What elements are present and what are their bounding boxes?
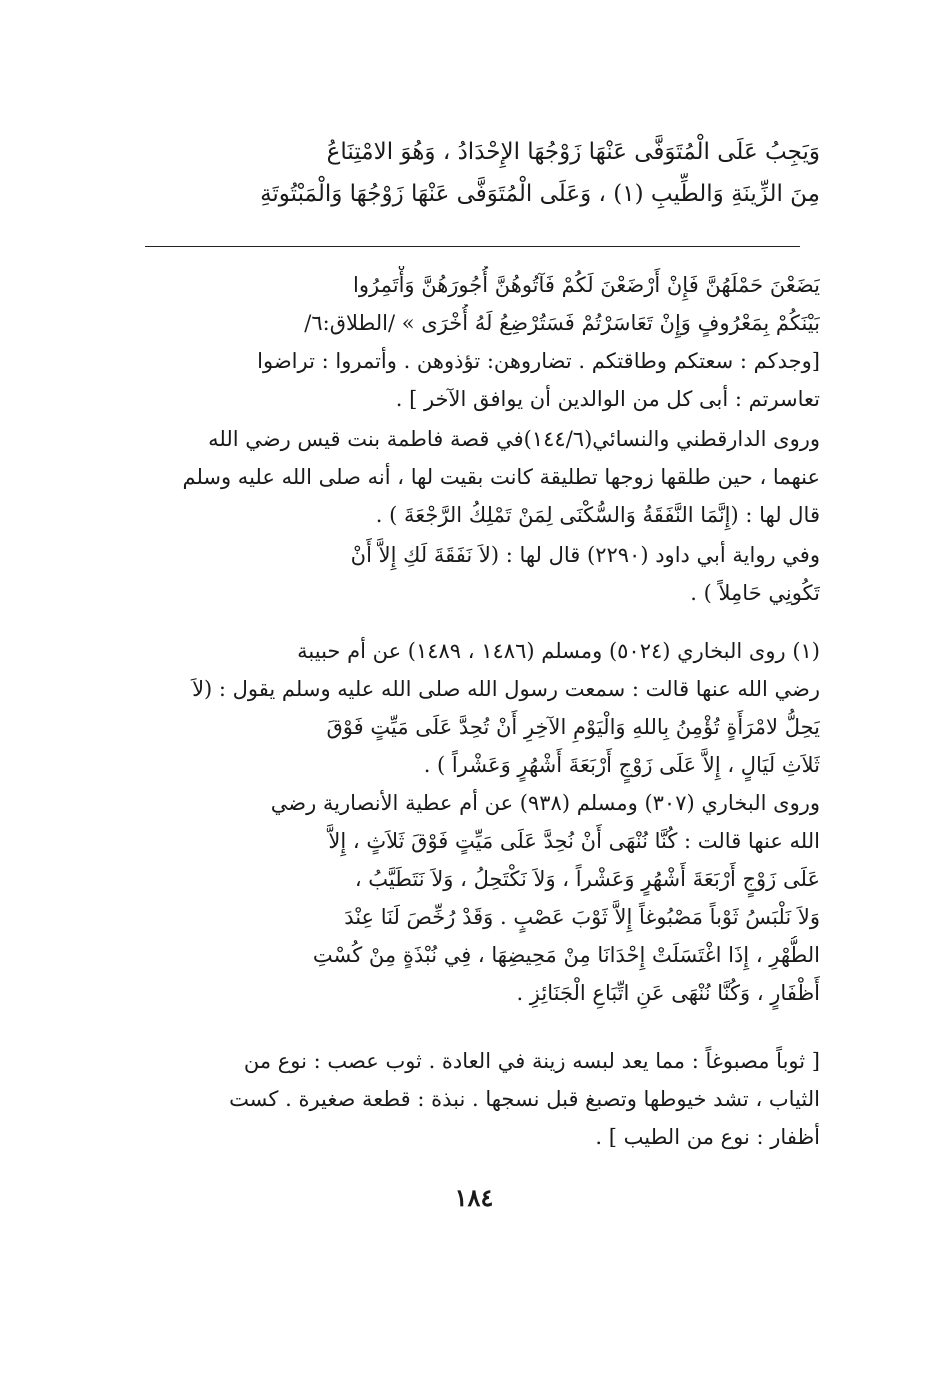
footnote-line: رضي الله عنها قالت : سمعت رسول الله صلى الله عليه وسلم يقول : (لاَ (192, 677, 820, 701)
footnote-glossary (130, 1042, 820, 1156)
footnote-1 (130, 632, 820, 784)
footnote-line: عنهما ، حين طلقها زوجها تطليقة كانت بقيت لها ، أنه صلى الله عليه وسلم (182, 465, 820, 489)
footnote-line: وَلاَ نَلْبَسُ ثَوْباً مَصْبُوغاً إِلاَّ ثَوْبَ عَصْبٍ . وَقَدْ رُخِّصَ لَنَا عِنْدَ (344, 905, 820, 929)
footnote-line: تعاسرتم : أبى كل من الوالدين أن يوافق الآخر ] . (395, 387, 820, 411)
footnote-line: وروى الدارقطني والنسائي(١٤٤/٦)في قصة فاطمة بنت قيس رضي الله (208, 427, 820, 451)
footnote-line: الثياب ، تشد خيوطها وتصبغ قبل نسجها . نبذة : قطعة صغيرة . كست (229, 1087, 820, 1111)
page-number: ١٨٤ (454, 1183, 494, 1212)
footnote-line: عَلَى زَوْجٍ أَرْبَعَةَ أَشْهُرٍ وَعَشْراً ، وَلاَ نَكْتَحِلُ ، وَلاَ نَتَطَيَّبُ ، (354, 867, 820, 891)
footnote-quran-verse (130, 266, 820, 418)
main-text-line: مِنَ الزِّينَةِ وَالطِّيبِ (١) ، وَعَلَى الْمُتَوَفَّى عَنْهَا زَوْجُهَا وَالْمَبْتُوتَةِ (260, 181, 820, 207)
footnote-line: [وجدكم : سعتكم وطاقتكم . تضاروهن: تؤذوهن . وأتمروا : تراضوا (257, 349, 820, 373)
footnote-line: وفي رواية أبي داود (٢٢٩٠) قال لها : (لاَ نَفَقَةَ لَكِ إِلاَّ أَنْ (350, 543, 820, 567)
footnote-line: تَكُونِي حَامِلاً ) . (690, 581, 820, 605)
footnote-line: الطُّهْرِ ، إِذَا اغْتَسَلَتْ إِحْدَانَا مِنْ مَحِيضِهَا ، فِي نُبْذَةٍ مِنْ كُسْتِ (312, 943, 820, 967)
footnote-line: [ ثوباً مصبوغاً : مما يعد لبسه زينة في العادة . ثوب عصب : نوع من (243, 1049, 820, 1073)
footnote-daraqutni (130, 420, 820, 534)
footnote-line: أظفار : نوع من الطيب ] . (595, 1125, 820, 1149)
footnote-line: (١) روى البخاري (٥٠٢٤) ومسلم (١٤٨٦ ، ١٤٨٩) عن أم حبيبة (297, 639, 820, 663)
footnote-line: بَيْنَكُمْ بِمَعْرُوفٍ وَإِنْ تَعَاسَرْتُمْ فَسَتُرْضِعُ لَهُ أُخْرَى » /الطلاق:٦/ (304, 311, 820, 335)
footnote-line: يَضَعْنَ حَمْلَهُنَّ فَإِنْ أَرْضَعْنَ لَكُمْ فَآتُوهُنَّ أُجُورَهُنَّ وَأْتَمِرُوا (353, 273, 820, 297)
footnote-line: الله عنها قالت : كُنَّا نُنْهَى أَنْ نُحِدَّ عَلَى مَيِّتٍ فَوْقَ ثَلاَثٍ ، إِلاَّ (328, 829, 820, 853)
footnote-separator-rule (145, 246, 800, 247)
footnote-line: يَحِلُّ لامْرَأَةٍ تُؤْمِنُ بِاللهِ وَالْيَوْمِ الآخِرِ أَنْ تُحِدَّ عَلَى مَيِّتٍ فَوْقَ (326, 715, 820, 739)
footnote-line: قال لها : (إِنَّمَا النَّفَقَةُ وَالسُّكْنَى لِمَنْ تَمْلِكُ الرَّجْعَةَ ) . (375, 503, 820, 527)
footnote-bukhari-307 (130, 784, 820, 1012)
footnote-abu-dawud (130, 536, 820, 612)
footnote-line: ثَلاَثِ لَيَالٍ ، إِلاَّ عَلَى زَوْجٍ أَرْبَعَةَ أَشْهُرٍ وَعَشْراً ) . (423, 753, 820, 777)
footnote-line: أَظْفَارٍ ، وَكُنَّا نُنْهَى عَنِ اتِّبَاعِ الْجَنَائِزِ . (516, 981, 820, 1005)
main-text (130, 131, 820, 215)
main-text-line: وَيَجِبُ عَلَى الْمُتَوَفَّى عَنْهَا زَوْجُهَا الإِحْدَادُ ، وَهُوَ الامْتِنَاعُ (326, 139, 820, 165)
footnote-line: وروى البخاري (٣٠٧) ومسلم (٩٣٨) عن أم عطية الأنصارية رضي (270, 791, 820, 815)
